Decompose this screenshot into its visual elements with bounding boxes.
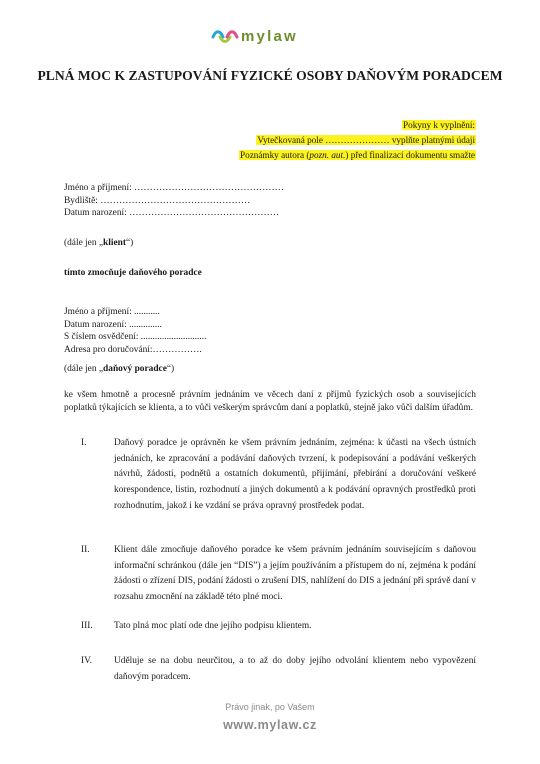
clause-number: I.: [81, 438, 87, 448]
advisor-name-field[interactable]: Jméno a příjmení: ...........: [64, 307, 160, 317]
advisor-definition: (dále jen „daňový poradce“): [64, 364, 175, 374]
logo: [211, 24, 298, 48]
clause-item: [81, 619, 476, 635]
clause-item: [81, 543, 476, 606]
advisor-birth-field[interactable]: Datum narození: ..............: [64, 319, 162, 330]
clause-number: II.: [81, 545, 90, 555]
scope-paragraph: ke všem hmotně a procesně právním jednáním ve věcech daní z příjmů fyzických osob a souvisejících poplatků týkajících se klienta, a to vůči veškerým správcům daní a poplatků, stejně jako vůči dalším úřadům.: [64, 390, 476, 413]
instructions-dotted-fields: Vytečkovaná pole ………………… vyplňte platnými údaji: [257, 135, 475, 146]
client-fields: [64, 182, 284, 220]
authorization-heading: tímto zmocňuje daňového poradce: [64, 268, 202, 278]
client-birth-field[interactable]: Datum narození: …………………………………………: [64, 208, 280, 219]
clause-number: IV.: [81, 656, 93, 666]
footer-slogan: Právo jinak, po Vašem: [225, 702, 315, 712]
instructions-heading: Pokyny k vyplnění:: [403, 120, 475, 130]
advisor-address-field[interactable]: Adresa pro doručování:…………….: [64, 345, 202, 356]
advisor-cert-field[interactable]: S číslem osvědčení: ............................: [64, 332, 207, 343]
clause-text: Daňový poradce je oprávněn ke všem právním jednáním, zejména: k účasti na všech ústních jednáních, ke zpracování a podávání daňových tvrzení, k podepisování a podávání veškerých návrhů, žádostí, podnětů a ostatních dokumentů, přijímání, přebírání a doručování veškeré korespondence, listin, rozhodnutí a jiných dokumentů a k podávání opravných prostředků proti rozhodnutím, jakož i ke vzdání se práva opravný prostředek podat.: [114, 438, 476, 511]
footer-website-link[interactable]: www.mylaw.cz: [223, 718, 317, 732]
clause-text: Tato plná moc platí ode dne jejího podpisu klientem.: [114, 621, 312, 631]
clause-item: [81, 654, 476, 685]
client-name-field[interactable]: Jméno a příjmení: …………………………………………: [64, 183, 285, 193]
client-definition: (dále jen „klient“): [64, 238, 134, 248]
clause-item: [81, 436, 476, 515]
document-title: PLNÁ MOC K ZASTUPOVÁNÍ FYZICKÉ OSOBY DAŇOVÝM PORADCEM: [37, 68, 503, 83]
clause-number: III.: [81, 621, 93, 631]
instructions-author-notes: Poznámky autora (pozn. aut.) před finalizací dokumentu smažte: [239, 150, 475, 161]
mylaw-logo-icon: [211, 28, 239, 44]
clause-text: Uděluje se na dobu neurčitou, a to až do doby jejího odvolání klientem nebo vypovězení daňovým poradcem.: [114, 656, 476, 682]
logo-text: mylaw: [241, 27, 298, 45]
page-footer: [0, 701, 540, 734]
client-address-field[interactable]: Bydliště: …………………………………………: [64, 195, 251, 206]
clause-text: Klient dále zmocňuje daňového poradce ke všem právním jednáním souvisejícím s daňovou informační schránkou (dále jen “DIS”) a jejím používáním a přístupem do ní, zejména k podání žádosti o zřízení DIS, podání žádosti o zrušení DIS, nahlížení do DIS a jednání při správě daní v rozsahu zmocnění na základě této plné moci.: [114, 545, 476, 603]
instructions-box: [239, 118, 476, 164]
advisor-fields: [64, 306, 206, 357]
